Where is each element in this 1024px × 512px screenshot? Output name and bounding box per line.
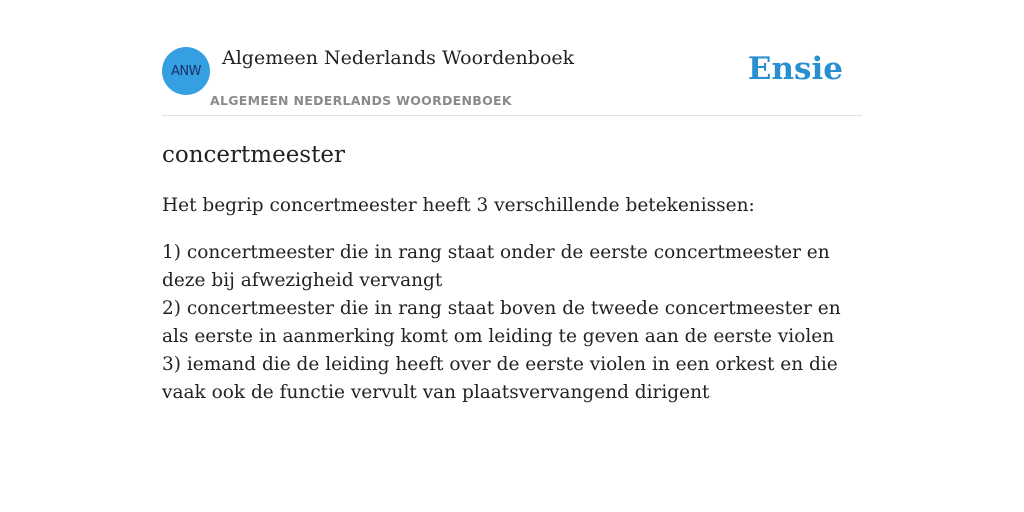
entry-word: concertmeester (162, 142, 345, 168)
header (162, 0, 862, 116)
meanings-list (162, 239, 862, 407)
dictionary-subtitle: ALGEMEEN NEDERLANDS WOORDENBOEK (210, 93, 512, 108)
meaning-item: 2) concertmeester die in rang staat boven de tweede concertmeester en als eerste in aanmerking komt om leiding te geven aan de eerste violen (162, 298, 841, 347)
anw-logo[interactable] (162, 47, 210, 95)
page-container (162, 0, 862, 512)
logo-text: ANW (171, 63, 201, 79)
meaning-item: 3) iemand die de leiding heeft over de eerste violen in een orkest en die vaak ook de functie vervult van plaatsvervangend dirigent (162, 354, 838, 403)
meaning-item: 1) concertmeester die in rang staat onder de eerste concertmeester en deze bij afwezigheid vervangt (162, 242, 830, 291)
dictionary-title[interactable]: Algemeen Nederlands Woordenboek (222, 47, 575, 69)
entry-intro: Het begrip concertmeester heeft 3 verschillende betekenissen: (162, 195, 755, 216)
ensie-brand-logo[interactable]: Ensie (747, 51, 843, 87)
